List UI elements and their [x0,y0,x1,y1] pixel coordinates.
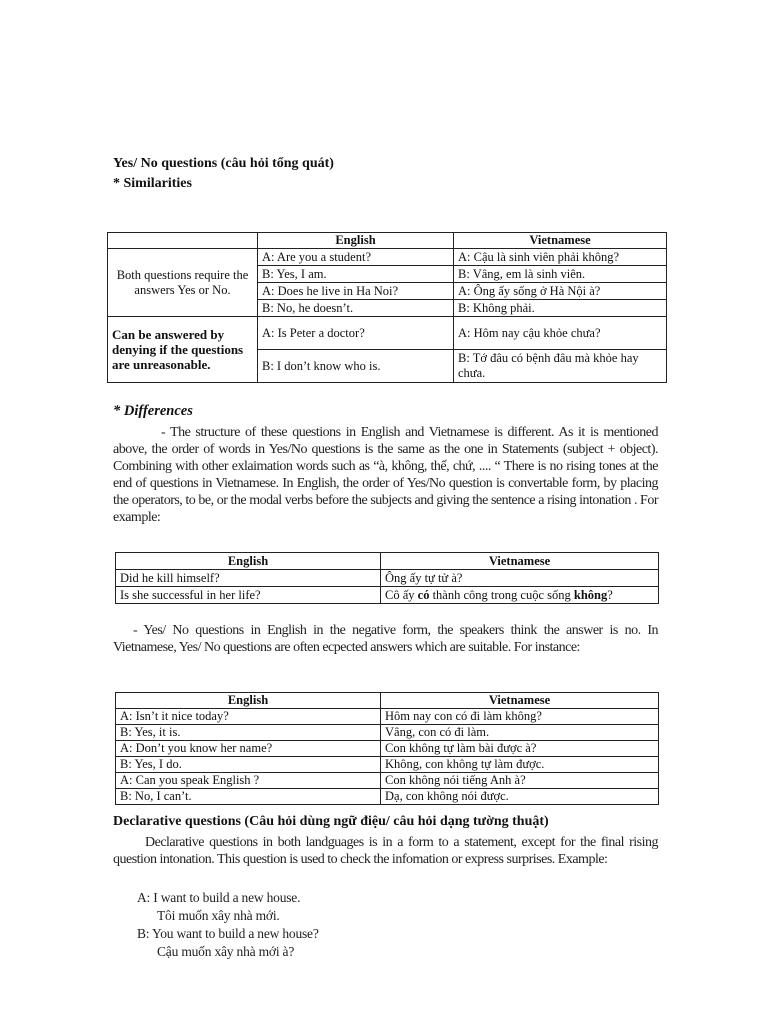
row-group-label: Both questions require the answers Yes or No. [108,249,258,317]
table-cell: Hôm nay con có đi làm không? [381,709,659,725]
table-header-cell: Vietnamese [454,233,667,249]
table-header-cell: Vietnamese [381,693,659,709]
table-cell: B: I don’t know who is. [258,350,454,383]
text-run: ? [607,587,613,602]
table-header-cell [108,233,258,249]
row-group-label: Can be answered by denying if the questions are unreasonable. [108,317,258,383]
negative-table [115,692,659,805]
table-cell: Dạ, con không nói được. [381,789,659,805]
table-cell: A: Ông ấy sống ở Hà Nội à? [454,283,667,300]
example-line: A: I want to build a new house. [137,890,301,905]
example-line: Tôi muốn xây nhà mới. [157,908,280,923]
table-cell: Con không nói tiếng Anh à? [381,773,659,789]
table-header-row [108,233,667,249]
table-cell: A: Isn’t it nice today? [116,709,381,725]
emphasis-text: có [417,587,430,602]
table-cell: Không, con không tự làm được. [381,757,659,773]
table-cell: B: Tớ đâu có bệnh đâu mà khỏe hay chưa. [454,350,667,383]
text-run: thành công trong cuộc sống [429,587,574,602]
table-header-cell: English [116,693,381,709]
table-cell: Ông ấy tự tử à? [381,570,659,587]
table-row [116,757,659,773]
table-row [116,741,659,757]
table-cell: Con không tự làm bài được à? [381,741,659,757]
table-cell: A: Is Peter a doctor? [258,317,454,350]
table-header-cell: English [116,553,381,570]
table-cell: B: No, he doesn’t. [258,300,454,317]
table-row [116,587,659,604]
table-cell: A: Don’t you know her name? [116,741,381,757]
table-cell: B: Không phải. [454,300,667,317]
differences-heading: * Differences [113,403,193,419]
table-cell: B: Yes, I do. [116,757,381,773]
table-cell: B: No, I can’t. [116,789,381,805]
table-cell: Vâng, con có đi làm. [381,725,659,741]
table-cell: A: Are you a student? [258,249,454,266]
text-run: Cô ấy [385,587,418,602]
table-cell: B: Yes, it is. [116,725,381,741]
table-cell: Is she successful in her life? [116,587,381,604]
table-row [108,249,667,266]
table-cell: A: Can you speak English ? [116,773,381,789]
example-table [115,552,659,604]
table-row [116,725,659,741]
table-row [116,570,659,587]
similarities-heading: * Similarities [113,176,192,191]
table-cell: Did he kill himself? [116,570,381,587]
table-header-row [116,553,659,570]
table-row [116,773,659,789]
declarative-paragraph: Declarative questions in both landguages is in a form to a statement, except for the final rising question intonation. This question is used to check the infomation or express surprises. Example: [113,835,658,867]
table-header-row [116,693,659,709]
section-title: Yes/ No questions (câu hỏi tổng quát) [113,156,334,171]
table-row [116,789,659,805]
table-cell: A: Does he live in Ha Noi? [258,283,454,300]
table-cell [381,587,659,604]
example-line: Cậu muốn xây nhà mới à? [157,944,295,959]
table-row [116,709,659,725]
table-cell: B: Vâng, em là sinh viên. [454,266,667,283]
example-line: B: You want to build a new house? [137,926,319,941]
table-header-cell: English [258,233,454,249]
table-header-cell: Vietnamese [381,553,659,570]
emphasis-text: không [573,587,608,602]
table-cell: A: Cậu là sinh viên phải không? [454,249,667,266]
table-cell: B: Yes, I am. [258,266,454,283]
table-row [108,317,667,350]
differences-paragraph: - The structure of these questions in English and Vietnamese is different. As it is mentioned above, the order of words in Yes/No questions is the same as the one in Statements (subject + object). Combining with other exlaimation words such as “à, không, thế, chứ, .... “ There is no rising tones at the end of questions in Vietnamese. In English, the order of Yes/No question is convertable form, by placing the operators, to be, or the modal verbs before the subjects and giving the sentence a rising intonation . For example: [113,425,658,525]
table-cell: A: Hôm nay cậu khỏe chưa? [454,317,667,350]
negative-paragraph: - Yes/ No questions in English in the negative form, the speakers think the answer is no. In Vietnamese, Yes/ No questions are often ecpected answers which are suitable. For instance: [113,623,658,655]
declarative-heading: Declarative questions (Câu hỏi dùng ngữ điệu/ câu hỏi dạng tường thuật) [113,814,549,829]
similarities-table [107,232,667,383]
